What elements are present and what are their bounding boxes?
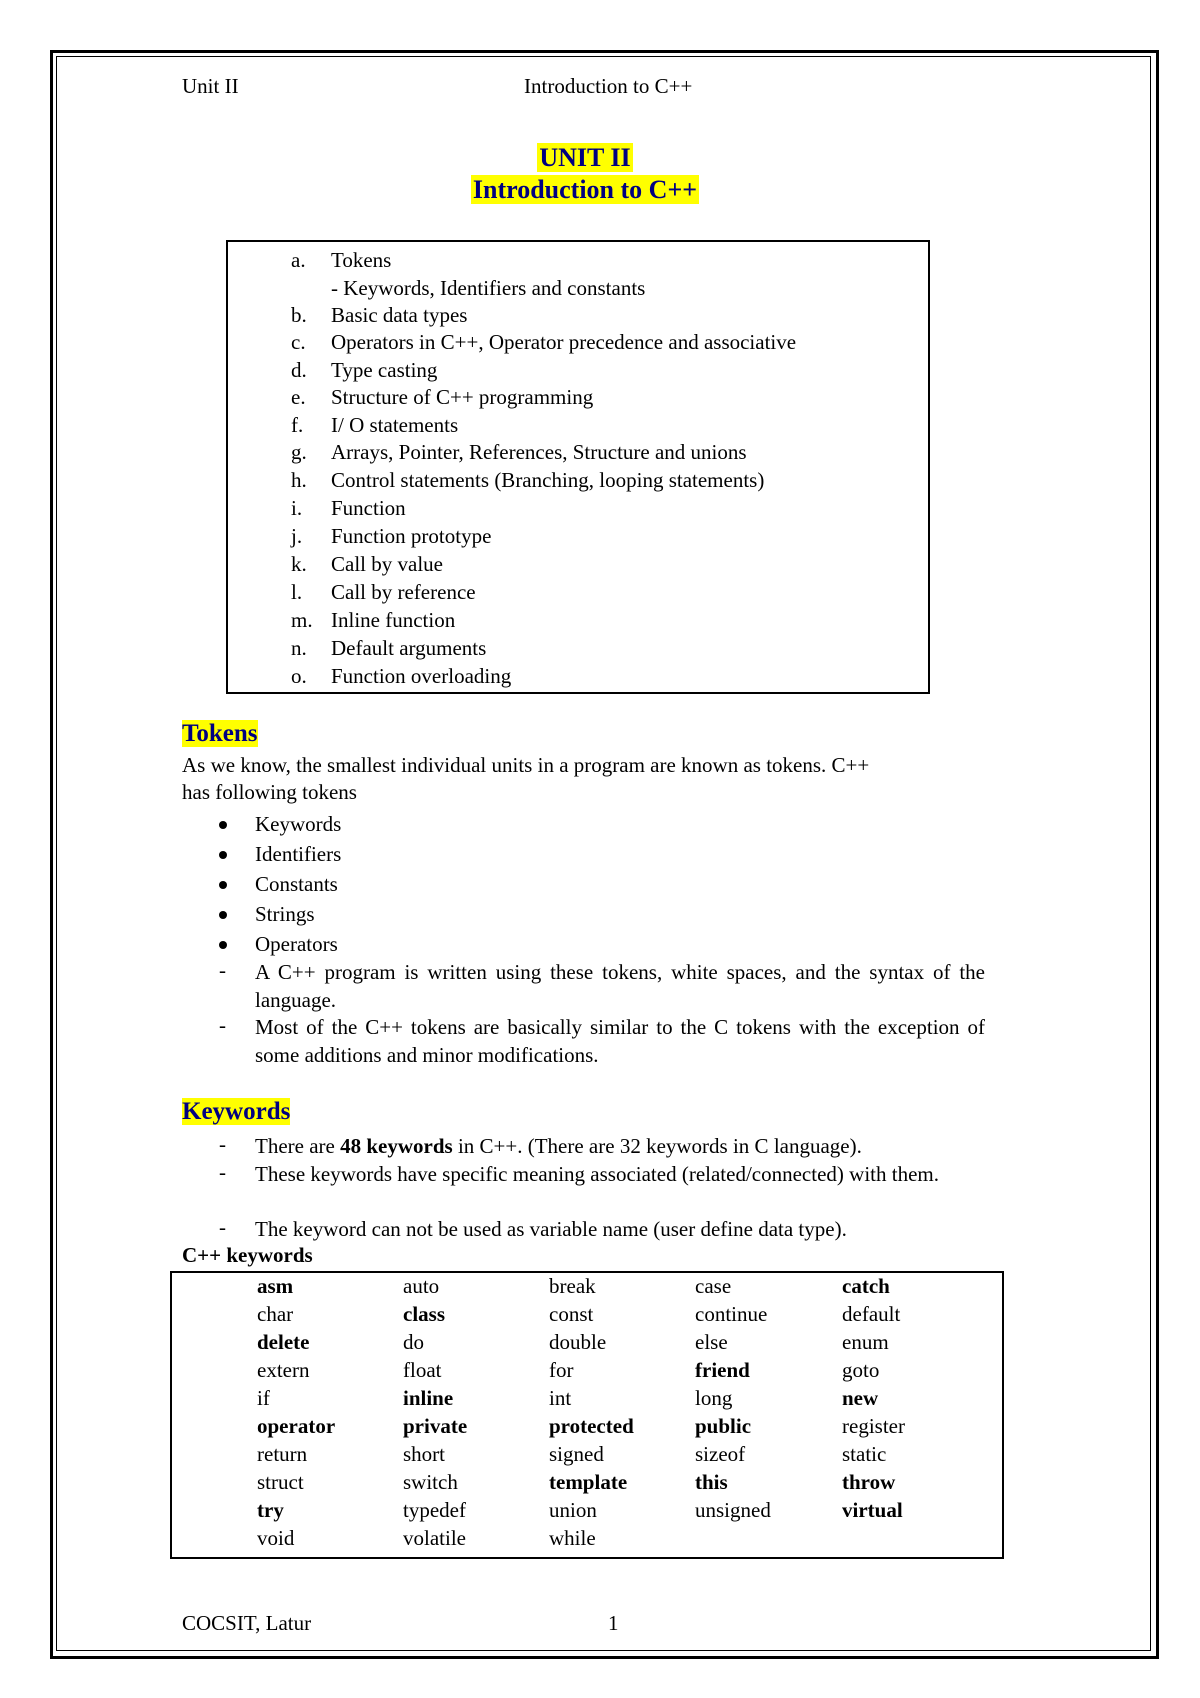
bullet-icon: [219, 821, 227, 829]
keyword-cell: unsigned: [695, 1498, 771, 1522]
toc-item: [228, 440, 928, 466]
token-note-1: A C++ program is written using these tokens, white spaces, and the syntax of the language.: [255, 960, 985, 1012]
token-bullet-item: Constants: [255, 872, 338, 896]
keyword-cell: virtual: [842, 1498, 903, 1522]
keyword-cell: this: [695, 1470, 728, 1494]
keyword-cell: inline: [403, 1386, 454, 1410]
toc-item-text: Type casting: [331, 358, 438, 382]
toc-item-letter: f.: [291, 413, 304, 437]
keywords-note-3: The keyword can not be used as variable name (user define data type).: [255, 1217, 847, 1241]
keyword-cell: union: [549, 1498, 597, 1522]
toc-item-text: I/ O statements: [331, 413, 459, 437]
header-unit: Unit II: [182, 74, 239, 98]
toc-item-letter: d.: [291, 358, 307, 382]
keyword-cell: for: [549, 1358, 574, 1382]
dash-marker: -: [219, 1132, 226, 1156]
keyword-cell: extern: [257, 1358, 310, 1382]
keyword-cell: sizeof: [695, 1442, 746, 1466]
toc-item: [228, 608, 928, 634]
keyword-cell: switch: [403, 1470, 458, 1494]
keyword-cell: goto: [842, 1358, 880, 1382]
token-note-2: Most of the C++ tokens are basically similar to the C tokens with the exception of some additions and minor modifications.: [255, 1015, 985, 1067]
keywords-note-2: These keywords have specific meaning associated (related/connected) with them.: [255, 1162, 939, 1186]
toc-item: [228, 276, 928, 302]
keyword-cell: return: [257, 1442, 308, 1466]
keyword-cell: long: [695, 1386, 733, 1410]
toc-item-letter: g.: [291, 440, 307, 464]
toc-item-text: Basic data types: [331, 303, 468, 327]
toc-item: [228, 580, 928, 606]
keyword-cell: break: [549, 1274, 596, 1298]
keyword-cell: delete: [257, 1330, 310, 1354]
toc-item-text: - Keywords, Identifiers and constants: [331, 276, 646, 300]
toc-item-text: Function: [331, 496, 406, 520]
tokens-intro-line2: has following tokens: [182, 780, 357, 804]
keyword-cell: public: [695, 1414, 752, 1438]
tokens-heading: Tokens: [182, 720, 258, 747]
toc-item: [228, 385, 928, 411]
bullet-icon: [219, 881, 227, 889]
token-bullet-item: Strings: [255, 902, 315, 926]
toc-item: [228, 413, 928, 439]
toc-item-letter: o.: [291, 664, 307, 688]
keyword-cell: class: [403, 1302, 445, 1326]
bullet-icon: [219, 851, 227, 859]
keyword-cell: void: [257, 1526, 295, 1550]
toc-item-letter: a.: [291, 248, 306, 272]
toc-item: [228, 524, 928, 550]
keyword-cell: struct: [257, 1470, 304, 1494]
keyword-cell: new: [842, 1386, 879, 1410]
toc-item-text: Structure of C++ programming: [331, 385, 594, 409]
toc-item: [228, 303, 928, 329]
dash-marker: -: [219, 1013, 226, 1037]
toc-item: [228, 248, 928, 274]
tokens-intro-line1: As we know, the smallest individual units in a program are known as tokens. C++: [182, 753, 870, 777]
keyword-cell: operator: [257, 1414, 336, 1438]
toc-item: [228, 330, 928, 356]
keyword-cell: if: [257, 1386, 270, 1410]
keywords-table-label: C++ keywords: [182, 1243, 313, 1267]
toc-item-letter: c.: [291, 330, 306, 354]
toc-item-text: Call by value: [331, 552, 443, 576]
token-bullet-item: Keywords: [255, 812, 342, 836]
bullet-icon: [219, 941, 227, 949]
dash-marker: -: [219, 1215, 226, 1239]
toc-item-text: Inline function: [331, 608, 456, 632]
keyword-cell: float: [403, 1358, 442, 1382]
token-bullet-item: Identifiers: [255, 842, 342, 866]
keyword-cell: char: [257, 1302, 294, 1326]
keywords-heading: Keywords: [182, 1098, 291, 1125]
keywords-note-1: There are 48 keywords in C++. (There are 32 keywords in C language).: [255, 1134, 862, 1158]
keyword-cell: while: [549, 1526, 596, 1550]
toc-item: [228, 636, 928, 662]
toc-item-text: Call by reference: [331, 580, 476, 604]
keywords-table: [170, 1271, 1004, 1559]
toc-item-text: Default arguments: [331, 636, 487, 660]
page-title-line1: UNIT II: [539, 143, 631, 172]
keyword-cell: continue: [695, 1302, 768, 1326]
keyword-cell: const: [549, 1302, 594, 1326]
toc-item: [228, 664, 928, 690]
toc-item-letter: j.: [291, 524, 303, 548]
toc-item-letter: l.: [291, 580, 303, 604]
toc-item-text: Operators in C++, Operator precedence and associative: [331, 330, 797, 354]
keyword-cell: short: [403, 1442, 445, 1466]
keyword-cell: int: [549, 1386, 572, 1410]
keyword-cell: template: [549, 1470, 628, 1494]
dash-marker: -: [219, 958, 226, 982]
toc-item-letter: m.: [291, 608, 313, 632]
bullet-icon: [219, 911, 227, 919]
keyword-cell: signed: [549, 1442, 604, 1466]
keyword-cell: double: [549, 1330, 607, 1354]
toc-item-text: Function overloading: [331, 664, 512, 688]
toc-item-letter: h.: [291, 468, 307, 492]
footer-institution: COCSIT, Latur: [182, 1611, 312, 1635]
page-title-line2: Introduction to C++: [472, 175, 698, 204]
keyword-cell: static: [842, 1442, 887, 1466]
keyword-cell: auto: [403, 1274, 440, 1298]
toc-item-letter: b.: [291, 303, 307, 327]
keyword-cell: friend: [695, 1358, 750, 1382]
header-title: Introduction to C++: [524, 74, 693, 98]
keyword-cell: register: [842, 1414, 905, 1438]
keyword-cell: try: [257, 1498, 284, 1522]
keyword-cell: enum: [842, 1330, 889, 1354]
dash-marker: -: [219, 1160, 226, 1184]
toc-item-text: Function prototype: [331, 524, 492, 548]
toc-item: [228, 496, 928, 522]
toc-item-letter: n.: [291, 636, 307, 660]
keyword-cell: private: [403, 1414, 468, 1438]
toc-item-letter: i.: [291, 496, 303, 520]
toc-item-text: Tokens: [331, 248, 392, 272]
keyword-cell: asm: [257, 1274, 294, 1298]
keyword-cell: throw: [842, 1470, 896, 1494]
keyword-cell: volatile: [403, 1526, 466, 1550]
toc-item-text: Arrays, Pointer, References, Structure and unions: [331, 440, 747, 464]
toc-item: [228, 552, 928, 578]
toc-item: [228, 468, 928, 494]
keyword-cell: case: [695, 1274, 732, 1298]
toc-item-text: Control statements (Branching, looping statements): [331, 468, 765, 492]
keyword-cell: catch: [842, 1274, 890, 1298]
token-bullet-item: Operators: [255, 932, 338, 956]
toc-item-letter: k.: [291, 552, 307, 576]
keyword-cell: typedef: [403, 1498, 466, 1522]
toc-item: [228, 358, 928, 384]
page-number: 1: [608, 1611, 619, 1635]
keyword-cell: protected: [549, 1414, 634, 1438]
contents-box: [226, 240, 930, 694]
keyword-cell: do: [403, 1330, 424, 1354]
toc-item-letter: e.: [291, 385, 306, 409]
keyword-cell: else: [695, 1330, 728, 1354]
keyword-cell: default: [842, 1302, 901, 1326]
